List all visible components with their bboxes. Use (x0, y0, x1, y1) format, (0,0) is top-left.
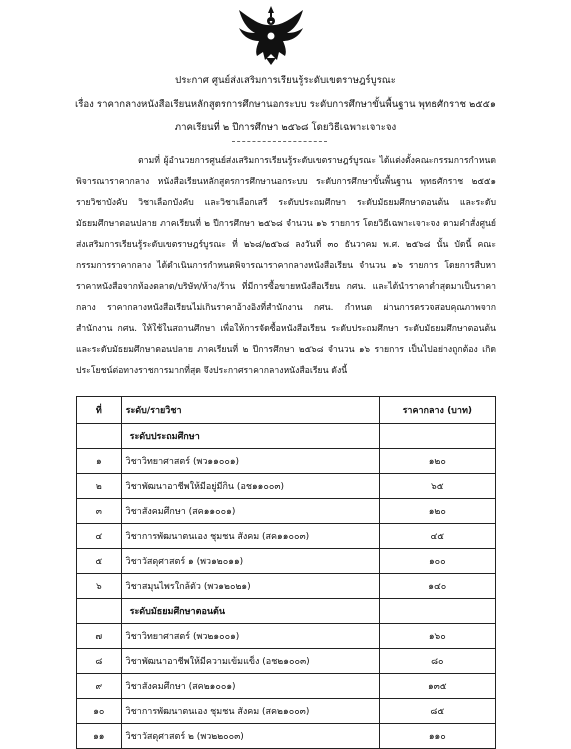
table-row (77, 474, 496, 499)
table-row (77, 574, 496, 599)
section-row (77, 424, 496, 449)
table-row (77, 499, 496, 524)
section-no-cell (77, 424, 122, 449)
row-no: ๑ (77, 449, 122, 474)
row-price: ๑๑๐ (379, 724, 495, 749)
row-no: ๖ (77, 574, 122, 599)
announcement-term: ภาคเรียนที่ ๒ ปีการศึกษา ๒๕๖๘ โดยวิธีเฉพาะเจาะจง (174, 122, 397, 133)
body-paragraph: ตามที่ ผู้อำนวยการศูนย์ส่งเสริมการเรียนรู้ระดับเขตราษฎร์บูรณะ ได้แต่งตั้งคณะกรรมการกำหนดพิจารณาราคากลาง หนังสือเรียนหลักสูตรการศึกษานอกระบบ ระดับการศึกษาขั้นพื้นฐาน พุทธศักราช ๒๕๕๑ รายวิชาบังคับ วิชาเลือกบังคับ และวิชาเลือกเสรี ระดับประถมศึกษา ระดับมัธยมศึกษาตอนต้น และระดับมัธยมศึกษาตอนปลาย ภาคเรียนที่ ๒ ปีการศึกษา ๒๕๖๘ จำนวน ๑๖ รายการ โดยวิธีเฉพาะเจาะจง ตามคำสั่งศูนย์ส่งเสริมการเรียนรู้ระดับเขตราษฎร์บูรณะ ที่ ๒๖๘/๒๕๖๘ ลงวันที่ ๓๐ ธันวาคม พ.ศ. ๒๕๖๘ นั้น บัดนี้ คณะกรรมการราคากลาง ได้ดำเนินการกำหนดพิจารณาราคากลางหนังสือเรียน จำนวน ๑๖ รายการ โดยการสืบหาราคาหนังสือจากท้องตลาด/บริษัท/ห้าง/ร้าน ที่มีการซื้อขายหนังสือเรียน กศน. และได้นำราคาต่ำสุดมาเป็นราคากลาง ราคากลางหนังสือเรียนไม่เกินราคาอ้างอิงที่สำนักงาน กศน. กำหนด ผ่านการตรวจสอบคุณภาพจากสำนักงาน กศน. ให้ใช้ในสถานศึกษา เพื่อให้การจัดซื้อหนังสือเรียน ระดับประถมศึกษา ระดับมัธยมศึกษาตอนต้น และระดับมัธยมศึกษาตอนปลาย ภาคเรียนที่ ๒ ปีการศึกษา ๒๕๖๘ จำนวน ๑๖ รายการ เป็นไปอย่างถูกต้อง เกิดประโยชน์ต่อทางราชการมากที่สุด จึงประกาศราคากลางหนังสือเรียน ดังนี้ (76, 156, 496, 376)
row-price: ๔๕ (379, 524, 495, 549)
row-no: ๒ (77, 474, 122, 499)
header-divider (232, 141, 327, 142)
row-subject: วิชาสังคมศึกษา (สค๒๑๐๐๑) (121, 674, 379, 699)
row-subject: วิชาวิทยาศาสตร์ (พว๒๑๐๐๑) (121, 624, 379, 649)
row-price: ๘๕ (379, 699, 495, 724)
row-price: ๑๔๐ (379, 574, 495, 599)
row-no: ๕ (77, 549, 122, 574)
row-price: ๑๖๐ (379, 624, 495, 649)
table-row (77, 524, 496, 549)
row-no: ๓ (77, 499, 122, 524)
table-row (77, 649, 496, 674)
table-row (77, 699, 496, 724)
row-no: ๔ (77, 524, 122, 549)
row-no: ๘ (77, 649, 122, 674)
row-price: ๑๓๕ (379, 674, 495, 699)
row-subject: วิชาสมุนไพรใกล้ตัว (พว๑๒๐๒๑) (121, 574, 379, 599)
announcement-title: ประกาศ ศูนย์ส่งเสริมการเรียนรู้ระดับเขตราษฎร์บูรณะ (175, 75, 396, 86)
row-subject: วิชาสังคมศึกษา (สค๑๑๐๐๑) (121, 499, 379, 524)
row-price: ๑๒๐ (379, 499, 495, 524)
section-row (77, 599, 496, 624)
col-header-subject: ระดับ/รายวิชา (121, 397, 379, 424)
row-subject: วิชาวัสดุศาสตร์ ๑ (พว๑๒๐๑๑) (121, 549, 379, 574)
row-no: ๑๑ (77, 724, 122, 749)
row-price: ๑๐๐ (379, 549, 495, 574)
row-no: ๗ (77, 624, 122, 649)
announcement-subject: เรื่อง ราคากลางหนังสือเรียนหลักสูตรการศึกษานอกระบบ ระดับการศึกษาขั้นพื้นฐาน พุทธศักราช ๒๕๕๑ (74, 99, 496, 110)
table-row (77, 674, 496, 699)
row-subject: วิชาวิทยาศาสตร์ (พว๑๑๐๐๑) (121, 449, 379, 474)
col-header-price: ราคากลาง (บาท) (379, 397, 495, 424)
announcement-body (76, 151, 496, 382)
garuda-emblem-icon (236, 4, 306, 66)
section-title: ระดับมัธยมศึกษาตอนต้น (121, 599, 379, 624)
section-no-cell (77, 599, 122, 624)
table-row (77, 449, 496, 474)
row-price: ๘๐ (379, 649, 495, 674)
table-row (77, 624, 496, 649)
row-subject: วิชาการพัฒนาตนเอง ชุมชน สังคม (สค๑๑๐๐๓) (121, 524, 379, 549)
section-price-cell (379, 424, 495, 449)
section-title: ระดับประถมศึกษา (121, 424, 379, 449)
row-subject: วิชาการพัฒนาตนเอง ชุมชน สังคม (สค๒๑๐๐๓) (121, 699, 379, 724)
table-header-row (77, 397, 496, 424)
row-no: ๑๐ (77, 699, 122, 724)
col-header-no: ที่ (77, 397, 122, 424)
price-table (76, 396, 496, 749)
row-subject: วิชาวัสดุศาสตร์ ๒ (พว๒๒๐๐๓) (121, 724, 379, 749)
section-price-cell (379, 599, 495, 624)
row-price: ๑๒๐ (379, 449, 495, 474)
table-row (77, 549, 496, 574)
row-price: ๖๕ (379, 474, 495, 499)
row-subject: วิชาพัฒนาอาชีพให้มีอยู่มีกิน (อช๑๑๐๐๓) (121, 474, 379, 499)
table-row (77, 724, 496, 749)
row-no: ๙ (77, 674, 122, 699)
row-subject: วิชาพัฒนาอาชีพให้มีความเข้มแข็ง (อช๒๑๐๐๓) (121, 649, 379, 674)
